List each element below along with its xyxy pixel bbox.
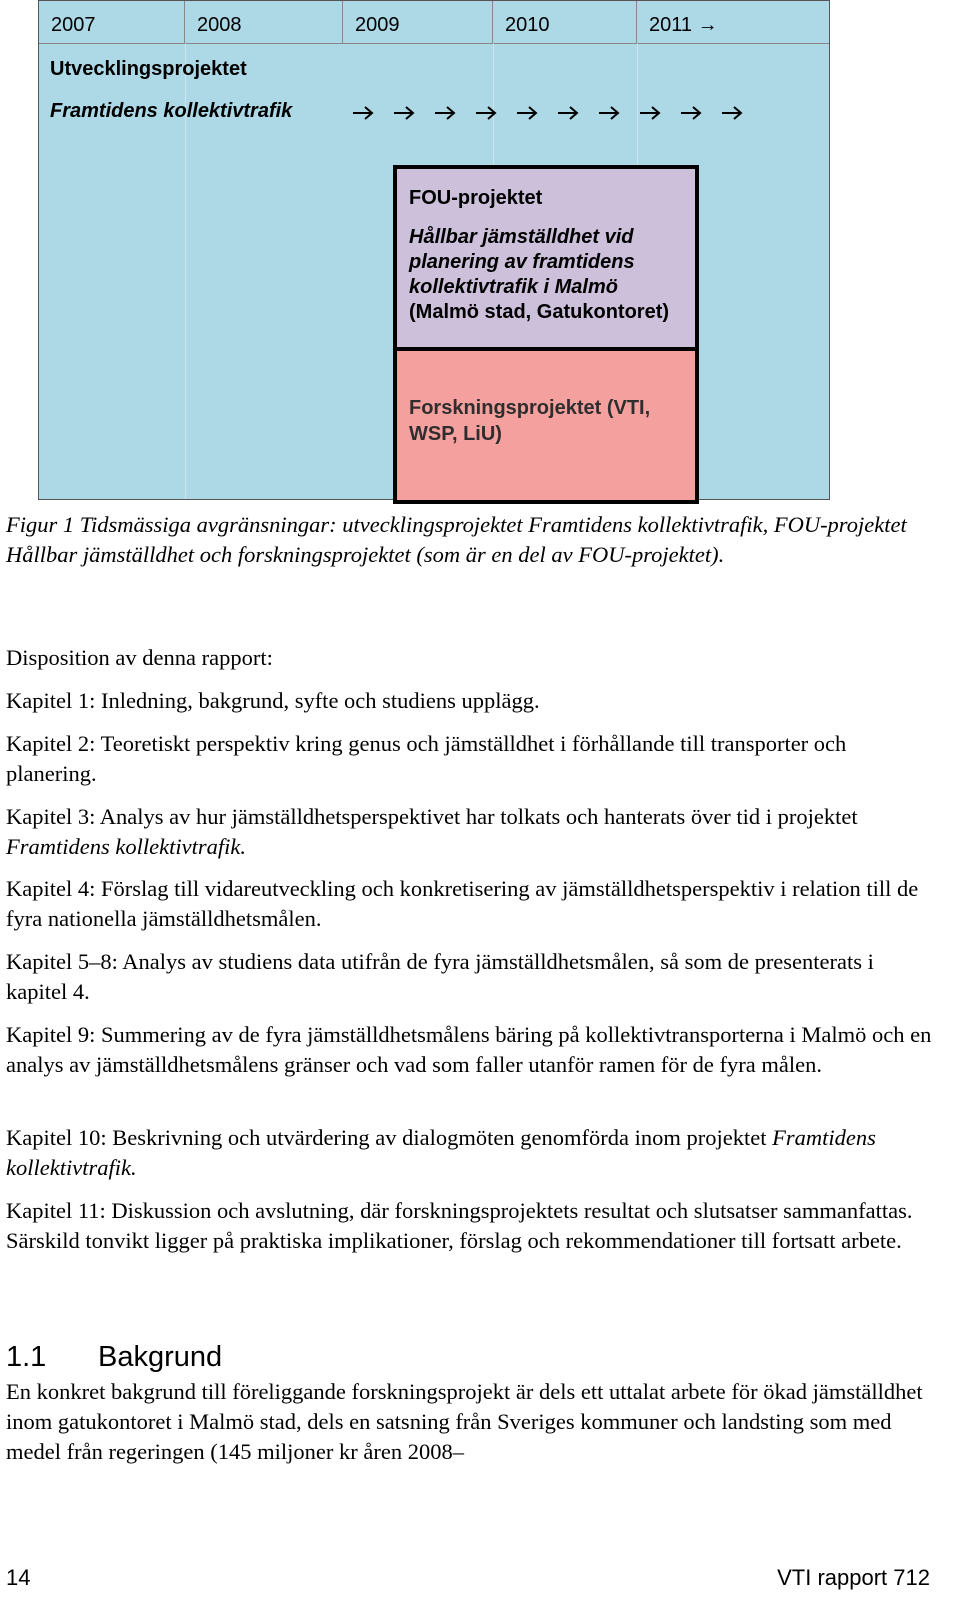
arrow-right-icon	[558, 107, 577, 119]
arrow-right-icon	[517, 107, 536, 119]
fou-project-description	[409, 225, 689, 325]
chapter-11-summary: Kapitel 11: Diskussion och avslutning, där forskningsprojektets resultat och slutsatser sammanfattas. Särskild tonvikt ligger på praktiska implikationer, förslag och rekommendationer till fortsatt arbete.	[6, 1198, 913, 1253]
page-number: 14	[6, 1565, 31, 1590]
development-project-label: Utvecklingsprojektet	[50, 58, 247, 80]
fou-project-label: FOU-projektet	[409, 187, 543, 209]
arrow-right-icon: →	[697, 14, 718, 36]
section-heading	[6, 1340, 222, 1374]
arrow-right-icon	[722, 107, 741, 119]
fou-project-box	[393, 165, 699, 351]
chapter-9-summary: Kapitel 9: Summering av de fyra jämställdhetsmålens bäring på kollektivtransporterna i Malmö och en analys av jämställdhetsmålens gränser och vad som faller utanför ramen för de fyra målen.	[6, 1022, 932, 1077]
arrow-right-icon	[599, 107, 618, 119]
arrow-right-icon	[435, 107, 454, 119]
year-cell: 2008	[185, 1, 343, 43]
report-name: VTI rapport 712	[777, 1565, 930, 1590]
arrow-right-icon	[681, 107, 700, 119]
chapter-5-8-summary: Kapitel 5–8: Analys av studiens data utifrån de fyra jämställdhetsmålen, så som de presenterats i kapitel 4.	[6, 949, 874, 1004]
arrow-right-icon	[640, 107, 659, 119]
timeline-figure	[38, 0, 830, 500]
figure-caption: Figur 1 Tidsmässiga avgränsningar: utvecklingsprojektet Framtidens kollektivtrafik, FOU-projektet Hållbar jämställdhet och forskningsprojektet (som är en del av FOU-projektet).	[6, 512, 907, 567]
arrow-right-icon	[394, 107, 413, 119]
development-project-name: Framtidens kollektivtrafik	[50, 100, 293, 122]
research-project-label: Forskningsprojektet (VTI, WSP, LiU)	[409, 397, 651, 445]
section-title: Bakgrund	[98, 1341, 223, 1373]
arrow-right-icon	[353, 107, 372, 119]
year-cell: 2009	[343, 1, 493, 43]
year-cell: 2010	[493, 1, 637, 43]
section-number: 1.1	[6, 1341, 47, 1373]
chapter-10-summary: Kapitel 10: Beskrivning och utvärdering av dialogmöten genomförda inom projektet Framtidens kollektivtrafik.	[6, 1125, 876, 1180]
chapter-3-summary: Kapitel 3: Analys av hur jämställdhetsperspektivet har tolkats och hanterats över tid i projektet Framtidens kollektivtrafik.	[6, 804, 858, 859]
year-cell: 2007	[39, 1, 185, 43]
year-header-row	[39, 1, 829, 44]
chapter-1-summary: Kapitel 1: Inledning, bakgrund, syfte och studiens upplägg.	[6, 688, 540, 713]
timeline-arrows	[347, 98, 797, 128]
year-cell: 2011 →	[649, 14, 718, 36]
disposition-intro: Disposition av denna rapport:	[6, 645, 273, 670]
arrow-right-icon	[476, 107, 495, 119]
fou-project-name: Hållbar jämställdhet vid planering av framtidens kollektivtrafik i Malmö	[409, 226, 635, 298]
research-project-box	[393, 351, 699, 504]
chapter-2-summary: Kapitel 2: Teoretiskt perspektiv kring genus och jämställdhet i förhållande till transporter och planering.	[6, 731, 847, 786]
chapter-4-summary: Kapitel 4: Förslag till vidareutveckling och konkretisering av jämställdhetsperspektiv i relation till de fyra nationella jämställdhetsmålen.	[6, 876, 919, 931]
section-body: En konkret bakgrund till föreliggande forskningsprojekt är dels ett uttalat arbete för ökad jämställdhet inom gatukontoret i Malmö stad, dels en satsning från Sveriges kommuner och landsting som med medel från regeringen (145 miljoner kr åren 2008–	[6, 1379, 923, 1464]
fou-project-org: (Malmö stad, Gatukontoret)	[409, 301, 670, 323]
